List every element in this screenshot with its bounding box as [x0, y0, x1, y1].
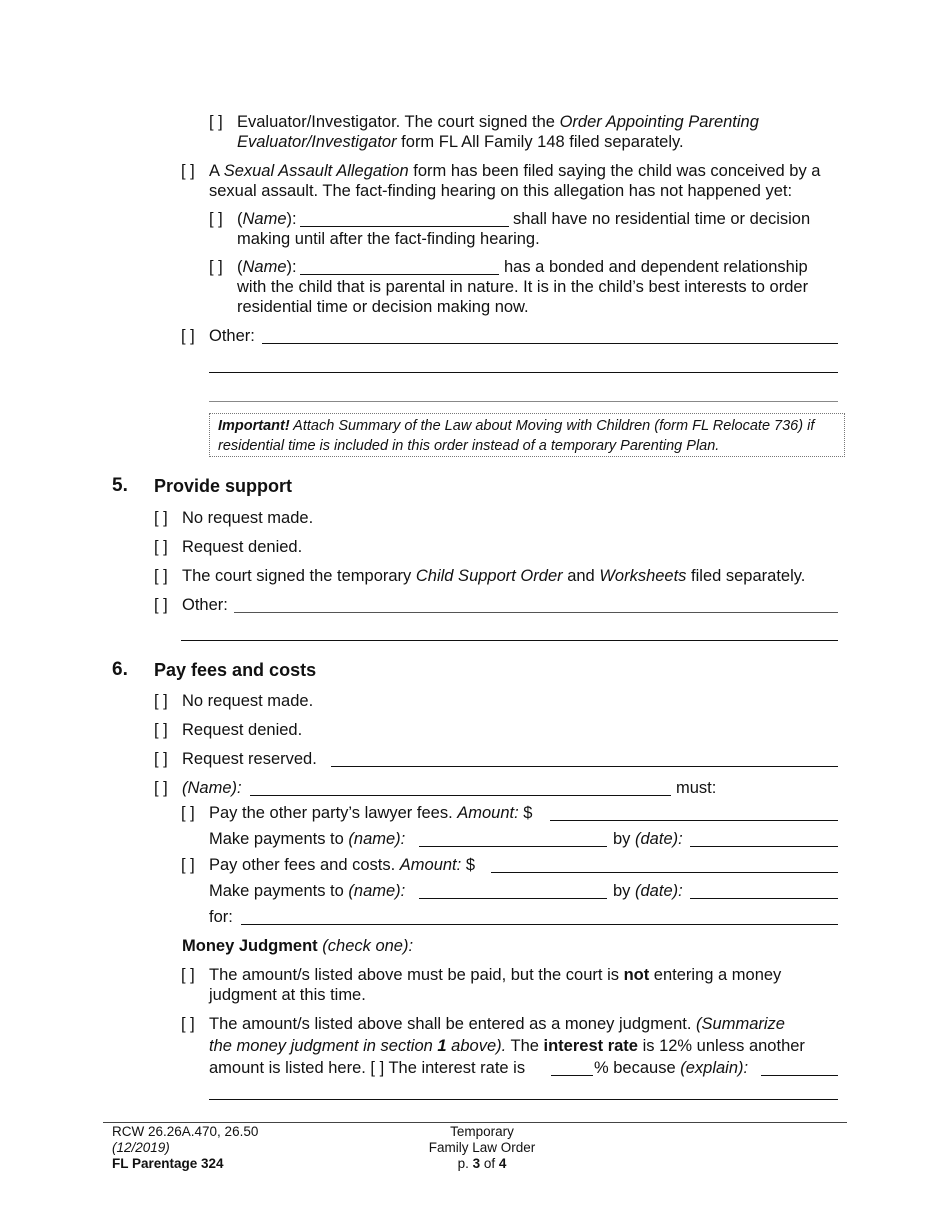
footer-left: [112, 1124, 258, 1172]
interest-rate-field[interactable]: [551, 1075, 593, 1076]
sexual-assault-text-cont: form has been filed saying the child was conceived by a: [408, 162, 821, 180]
lawyer-fees-payments: [209, 829, 405, 849]
other-residential-field-line3[interactable]: [209, 401, 838, 402]
fees-denied-label: Request denied.: [182, 721, 303, 739]
sexual-assault-form-title: Sexual Assault Allegation: [223, 162, 409, 180]
current-page: 3: [472, 1156, 481, 1171]
sexual-assault-text: A: [209, 162, 224, 180]
sexual-assault-line2: sexual assault. The fact-finding hearing on this allegation has not happened yet:: [209, 182, 793, 200]
interest-explain-label: (explain):: [680, 1059, 749, 1077]
support-denied-label: Request denied.: [182, 538, 303, 556]
footer-revision-date: (12/2019): [112, 1140, 170, 1155]
enter-judgment-option: [181, 1014, 785, 1034]
page-prefix: p.: [457, 1156, 473, 1171]
support-denied-option: [154, 537, 302, 557]
lawyer-fees-payments-label: Make payments to: [209, 830, 349, 848]
evaluator-checkbox[interactable]: [ ]: [209, 113, 223, 131]
other-fees-checkbox[interactable]: [ ]: [181, 856, 195, 874]
section-6-number: 6.: [112, 659, 128, 680]
bonded-option: [209, 257, 297, 277]
fees-no-request-label: No request made.: [182, 692, 314, 710]
enter-judgment-instruction: (Summarize: [696, 1015, 785, 1033]
footer-divider: [103, 1122, 847, 1123]
evaluator-text-cont: form FL All Family 148 filed separately.: [396, 133, 684, 151]
support-signed-checkbox[interactable]: [ ]: [154, 567, 168, 585]
evaluator-text: Evaluator/Investigator. The court signed the: [237, 113, 560, 131]
support-denied-checkbox[interactable]: [ ]: [154, 538, 168, 556]
footer-order-type: Temporary: [450, 1124, 514, 1139]
interest-explain-field[interactable]: [761, 1075, 838, 1076]
enter-judgment-line3: amount is listed here. [ ] The interest rate is: [209, 1059, 526, 1077]
evaluator-option: [209, 112, 759, 132]
name-paren-open: (: [237, 258, 243, 276]
other-fees-by-label: by: [613, 882, 636, 900]
other-fees-dollar-sign: $: [461, 856, 475, 874]
other-fees-for-field[interactable]: [241, 924, 838, 925]
important-text-cont: residential time is included in this order instead of a temporary Parenting Plan.: [218, 438, 720, 454]
money-judgment-instruction: (check one):: [317, 937, 414, 955]
other-fees-payments: [209, 881, 405, 901]
worksheets-title: Worksheets: [599, 567, 687, 585]
other-residential-field[interactable]: [262, 343, 838, 344]
other-fees-payee-field[interactable]: [419, 898, 607, 899]
other-fees-by: [613, 881, 683, 901]
other-residential-label: Other:: [209, 327, 255, 345]
enter-judgment-instruction-end: above).: [446, 1037, 507, 1055]
lawyer-fees-payee-field[interactable]: [419, 846, 607, 847]
lawyer-fees-option: [181, 803, 532, 823]
lawyer-fees-dollar-sign: $: [518, 804, 533, 822]
section-5-number: 5.: [112, 475, 128, 496]
no-judgment-not: not: [623, 966, 650, 984]
other-fees-text: Pay other fees and costs.: [209, 856, 400, 874]
interest-rate-label: interest rate: [543, 1037, 638, 1055]
other-fees-amount-field[interactable]: [491, 872, 838, 873]
fees-name-must-option: [154, 778, 242, 798]
footer-order-title: Family Law Order: [428, 1140, 536, 1155]
fees-no-request-option: [154, 691, 313, 711]
money-judgment-title: Money Judgment: [182, 937, 318, 955]
no-judgment-option: [181, 965, 781, 985]
enter-judgment-instruction-cont: the money judgment in section: [209, 1037, 438, 1055]
support-other-field[interactable]: [234, 612, 838, 613]
support-no-request-label: No request made.: [182, 509, 314, 527]
support-other-label: Other:: [182, 596, 228, 614]
lawyer-fees-by: [613, 829, 683, 849]
lawyer-fees-text: Pay the other party’s lawyer fees.: [209, 804, 458, 822]
other-fees-date-label: (date):: [635, 882, 683, 900]
bonded-text: has a bonded and dependent relationship: [504, 258, 808, 276]
interest-explain-field-line2[interactable]: [209, 1099, 838, 1100]
money-judgment-heading: [182, 936, 413, 956]
support-other-option: [154, 595, 228, 615]
other-fees-option: [181, 855, 475, 875]
support-signed-text-cont: filed separately.: [686, 567, 806, 585]
child-support-order-title: Child Support Order: [415, 567, 563, 585]
other-residential-option: [181, 326, 255, 346]
lawyer-fees-payee-label: (name):: [348, 830, 406, 848]
no-residential-text: shall have no residential time or decision: [513, 210, 811, 228]
fees-denied-option: [154, 720, 302, 740]
support-other-checkbox[interactable]: [ ]: [154, 596, 168, 614]
footer-form-number: FL Parentage 324: [112, 1156, 224, 1171]
other-residential-field-line2[interactable]: [209, 372, 838, 373]
total-pages: 4: [498, 1156, 507, 1171]
fees-name-label: (Name):: [182, 779, 242, 797]
other-fees-date-field[interactable]: [690, 898, 838, 899]
evaluator-form-title: Order Appointing Parenting: [559, 113, 759, 131]
bonded-checkbox[interactable]: [ ]: [209, 258, 223, 276]
bonded-text-line3: residential time or decision making now.: [237, 298, 529, 316]
footer-page-number: [382, 1156, 582, 1172]
support-signed-option: [154, 566, 805, 586]
section-reference: 1: [437, 1037, 447, 1055]
evaluator-line2: [237, 132, 684, 152]
important-label: Important!: [218, 418, 290, 434]
fees-name-must-checkbox[interactable]: [ ]: [154, 779, 168, 797]
support-signed-text: The court signed the temporary: [182, 567, 416, 585]
no-judgment-text-cont: entering a money: [649, 966, 782, 984]
other-fees-payee-label: (name):: [348, 882, 406, 900]
support-no-request-option: [154, 508, 313, 528]
interest-text: The: [506, 1037, 544, 1055]
lawyer-fees-checkbox[interactable]: [ ]: [181, 804, 195, 822]
fees-reserved-checkbox[interactable]: [ ]: [154, 750, 168, 768]
section-6-title: Pay fees and costs: [154, 660, 317, 680]
enter-judgment-text: The amount/s listed above shall be entered as a money judgment.: [209, 1015, 697, 1033]
support-signed-and: and: [562, 567, 600, 585]
no-residential-text-cont: making until after the fact-finding hearing.: [237, 230, 540, 248]
fees-name-field[interactable]: [250, 795, 671, 796]
name-paren-close: ):: [286, 258, 297, 276]
fees-reserved-field[interactable]: [331, 766, 838, 767]
no-residential-checkbox[interactable]: [ ]: [209, 210, 223, 228]
sexual-assault-option: [181, 161, 821, 181]
name-paren-open: (: [237, 210, 243, 228]
bonded-text-line2: with the child that is parental in nature. It is in the child’s best interests to order: [237, 278, 809, 296]
page-of: of: [480, 1156, 499, 1171]
evaluator-form-title-cont: Evaluator/Investigator: [237, 133, 397, 151]
name-label: Name: [242, 258, 287, 276]
important-text: Attach Summary of the Law about Moving with Children (form FL Relocate 736) if: [289, 418, 815, 434]
enter-judgment-line2: [209, 1036, 805, 1056]
bonded-name-field[interactable]: [300, 274, 499, 275]
fees-no-request-checkbox[interactable]: [ ]: [154, 692, 168, 710]
no-judgment-checkbox[interactable]: [ ]: [181, 966, 195, 984]
lawyer-fees-by-label: by: [613, 830, 636, 848]
lawyer-fees-amount-field[interactable]: [550, 820, 838, 821]
name-label: Name: [242, 210, 287, 228]
footer-center: [382, 1124, 582, 1172]
interest-reason: [594, 1058, 748, 1078]
other-fees-for-label: for:: [209, 908, 233, 926]
interest-text-cont: is 12% unless another: [637, 1037, 805, 1055]
section-5-title: Provide support: [154, 476, 293, 496]
sexual-assault-checkbox[interactable]: [ ]: [181, 162, 195, 180]
lawyer-fees-date-field[interactable]: [690, 846, 838, 847]
name-paren-close: ):: [286, 210, 297, 228]
footer-statute: RCW 26.26A.470, 26.50: [112, 1124, 259, 1139]
important-notice: [209, 413, 845, 457]
no-residential-option: [209, 209, 297, 229]
other-residential-checkbox[interactable]: [ ]: [181, 327, 195, 345]
fees-reserved-option: [154, 749, 317, 769]
lawyer-fees-date-label: (date):: [635, 830, 683, 848]
support-no-request-checkbox[interactable]: [ ]: [154, 509, 168, 527]
support-other-field-line2[interactable]: [181, 640, 838, 641]
fees-reserved-label: Request reserved.: [182, 750, 317, 768]
fees-denied-checkbox[interactable]: [ ]: [154, 721, 168, 739]
lawyer-fees-amount-label: Amount:: [457, 804, 519, 822]
no-judgment-text: The amount/s listed above must be paid, but the court is: [209, 966, 624, 984]
interest-percent-because: % because: [594, 1059, 681, 1077]
no-judgment-line2: judgment at this time.: [209, 986, 366, 1004]
enter-judgment-checkbox[interactable]: [ ]: [181, 1015, 195, 1033]
no-residential-name-field[interactable]: [300, 226, 509, 227]
fees-must-label: must:: [676, 779, 717, 797]
other-fees-amount-label: Amount:: [399, 856, 462, 874]
other-fees-payments-label: Make payments to: [209, 882, 349, 900]
